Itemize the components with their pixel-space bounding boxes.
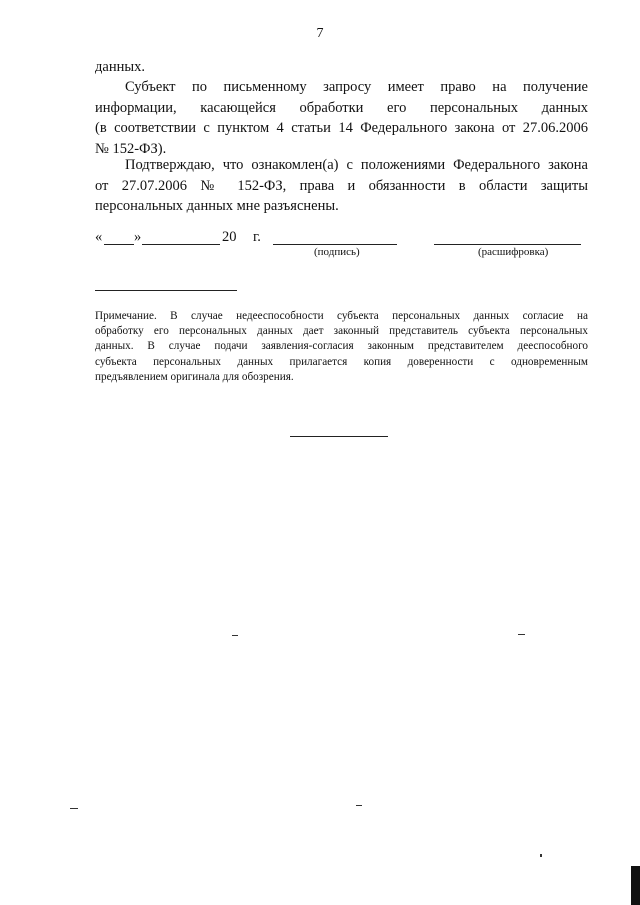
scan-speck — [356, 805, 362, 806]
note-line: обработку его персональных данных дает законный представитель субъекта персональных — [95, 325, 588, 338]
decoding-caption: (расшифровка) — [478, 246, 549, 258]
note-line: данных. В случае подачи заявления-согласия законным представителем дееспособного — [95, 340, 588, 353]
scan-speck — [518, 634, 525, 635]
footnote-separator — [95, 290, 237, 291]
paragraph-continuation — [95, 57, 588, 78]
decoding-blank-line[interactable] — [434, 244, 581, 245]
month-blank-line[interactable] — [142, 244, 220, 245]
year-suffix: г. — [253, 229, 261, 245]
note-line: субъекта персональных данных прилагается копия доверенности с одновременным — [95, 355, 588, 368]
text-line: (в соответствии с пунктом 4 статьи 14 Федерального закона от 27.06.2006 — [95, 120, 588, 136]
note-block — [95, 309, 588, 385]
end-separator — [290, 436, 388, 437]
year-prefix: 20 — [222, 229, 237, 245]
scan-edge-mark — [631, 866, 640, 905]
text-line: от 27.07.2006 № 152-ФЗ, права и обязанности в области защиты — [95, 177, 588, 194]
paragraph-confirmation — [95, 155, 588, 217]
scan-speck — [232, 635, 238, 636]
scan-speck — [540, 854, 542, 857]
scan-speck — [70, 808, 78, 809]
text-line: информации, касающейся обработки его персональных данных — [95, 99, 588, 116]
text-line: данных. — [95, 59, 145, 75]
day-blank-line[interactable] — [104, 244, 134, 245]
date-close-quote: » — [134, 229, 142, 245]
paragraph-request-right — [95, 77, 588, 159]
page-number: 7 — [316, 26, 324, 41]
note-line: предъявлением оригинала для обозрения. — [95, 370, 294, 383]
date-open-quote: « — [95, 229, 103, 245]
text-line: Субъект по письменному запросу имеет право на получение — [125, 79, 588, 95]
signature-blank-line[interactable] — [273, 244, 397, 245]
note-line: Примечание. В случае недееспособности субъекта персональных данных согласие на — [95, 310, 588, 322]
text-line: Подтверждаю, что ознакомлен(а) с положениями Федерального закона — [125, 157, 588, 173]
signature-caption: (подпись) — [314, 246, 360, 258]
text-line: персональных данных мне разъяснены. — [95, 198, 339, 214]
text-line: № 152-ФЗ). — [95, 140, 167, 157]
